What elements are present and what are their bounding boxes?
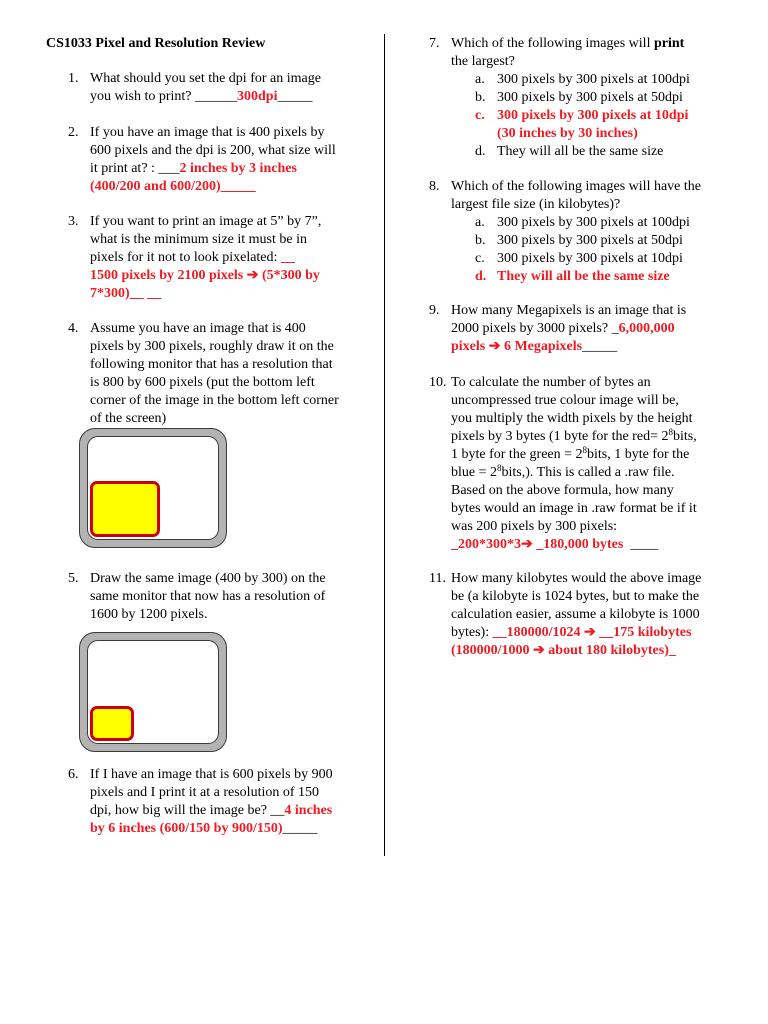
question-text: corner of the image in the bottom left corner xyxy=(90,393,339,408)
page-title: CS1033 Pixel and Resolution Review xyxy=(46,36,266,51)
answer-text: __180000/1024 ➔ __175 kilobytes xyxy=(492,625,692,640)
question-text: 1 byte for the green = $2^8bits$, 1 byte for the xyxy=(451,445,690,462)
question-text: calculation easier, assume a kilobyte is 1000 xyxy=(451,607,700,622)
question-text: following monitor that has a resolution that xyxy=(90,357,333,372)
question-text: pixels and I print it at a resolution of 150 xyxy=(90,785,320,800)
question-text: be (a kilobyte is 1024 bytes, but to make the xyxy=(451,589,700,604)
question-text: 1600 by 1200 pixels. xyxy=(90,607,208,622)
answer-text: 4 inches xyxy=(284,803,333,818)
question-number: 8. xyxy=(429,179,440,194)
answer-text: pixels ➔ 6 Megapixels xyxy=(451,339,583,354)
question-2 xyxy=(68,124,368,196)
monitor-screen xyxy=(87,640,219,744)
question-8 xyxy=(429,178,729,286)
question-text: How many kilobytes would the above image xyxy=(451,571,702,586)
option-b: b. 300 pixels by 300 pixels at 50dpi xyxy=(475,233,683,248)
question-number: 4. xyxy=(68,321,79,336)
question-text: If you want to print an image at 5” by 7”, xyxy=(90,214,322,229)
answer-blank: _____ xyxy=(582,339,618,354)
option-d: d. They will all be the same size xyxy=(475,144,664,159)
question-number: 3. xyxy=(68,214,79,229)
option-d-correct: d. They will all be the same size xyxy=(475,269,670,284)
answer-text: (180000/1000 ➔ about 180 kilobytes)_ xyxy=(451,643,676,658)
question-text: you multiply the width pixels by the height xyxy=(451,411,693,426)
question-text: dpi, how big will the image be? __ xyxy=(90,803,285,818)
question-number: 6. xyxy=(68,767,79,782)
answer-text: 2 inches by 3 inches xyxy=(179,161,297,176)
question-text: of the screen) xyxy=(90,411,167,426)
answer-text: 300dpi xyxy=(237,89,278,104)
question-6 xyxy=(68,766,368,838)
answer-blank: _____ xyxy=(282,821,318,836)
question-text: you wish to print? ______ xyxy=(90,89,237,104)
question-number: 2. xyxy=(68,125,79,140)
answer-text: by 6 inches (600/150 by 900/150) xyxy=(90,821,283,836)
question-text: bytes would an image in .raw format be if it xyxy=(451,501,697,516)
answer-text: 7*300)__ __ xyxy=(90,286,162,301)
question-number: 5. xyxy=(68,571,79,586)
question-10 xyxy=(429,374,739,554)
question-text: Which of the following images will have the xyxy=(451,179,701,194)
question-text: largest file size (in kilobytes)? xyxy=(451,197,621,212)
question-text: To calculate the number of bytes an xyxy=(451,375,651,390)
question-text: same monitor that now has a resolution of xyxy=(90,589,326,604)
question-text: bytes): xyxy=(451,625,493,640)
question-number: 7. xyxy=(429,36,440,51)
question-text: How many Megapixels is an image that is xyxy=(451,303,687,318)
monitor-drawing-800x600 xyxy=(79,428,227,548)
monitor-screen xyxy=(87,436,219,540)
question-text: 600 pixels and the dpi is 200, what size will xyxy=(90,143,336,158)
monitor-drawing-1600x1200 xyxy=(79,632,227,752)
answer-text: 6,000,000 xyxy=(618,321,675,336)
question-text: uncompressed true colour image will be, xyxy=(451,393,679,408)
option-a: a. 300 pixels by 300 pixels at 100dpi xyxy=(475,72,690,87)
question-text: What should you set the dpi for an image xyxy=(90,71,321,86)
option-c-note: (30 inches by 30 inches) xyxy=(497,126,638,141)
answer-blank: ____ xyxy=(623,537,659,552)
question-text: pixels for it not to look pixelated: xyxy=(90,250,281,265)
question-text: If I have an image that is 600 pixels by 900 xyxy=(90,767,333,782)
question-text: blue = $2^8bits$,). This is called a .raw file. xyxy=(451,463,675,480)
answer-blank: _____ xyxy=(277,89,313,104)
answer-text: 1500 pixels by 2100 pixels ➔ (5*300 by xyxy=(90,268,320,283)
question-number: 1. xyxy=(68,71,79,86)
question-9 xyxy=(429,302,729,356)
answer-blank: __ xyxy=(280,250,295,265)
question-11 xyxy=(429,570,739,660)
question-text: Which of the following images will xyxy=(451,36,654,51)
answer-text: _200*300*3➔ _180,000 bytes xyxy=(451,537,624,552)
question-text: Draw the same image (400 by 300) on the xyxy=(90,571,326,586)
question-7 xyxy=(429,35,729,161)
option-c: c. 300 pixels by 300 pixels at 10dpi xyxy=(475,251,683,266)
question-text: pixels by 300 pixels, roughly draw it on the xyxy=(90,339,334,354)
question-5 xyxy=(68,570,368,624)
question-text: the largest? xyxy=(451,54,515,69)
question-1 xyxy=(68,70,368,106)
question-number: 11. xyxy=(429,571,446,586)
answer-text: (400/200 and 600/200)_____ xyxy=(90,179,256,194)
question-text: what is the minimum size it must be in xyxy=(90,232,307,247)
option-c-correct: c. 300 pixels by 300 pixels at 10dpi xyxy=(475,108,689,123)
column-divider xyxy=(384,34,385,856)
question-3 xyxy=(68,213,368,303)
question-text: is 800 by 600 pixels (put the bottom left xyxy=(90,375,315,390)
image-rectangle xyxy=(90,706,134,741)
question-text: pixels by 3 bytes (1 byte for the $red= 2^8bits$, xyxy=(451,427,697,444)
question-4 xyxy=(68,320,368,428)
question-number: 9. xyxy=(429,303,440,318)
image-rectangle xyxy=(90,481,160,537)
option-a: a. 300 pixels by 300 pixels at 100dpi xyxy=(475,215,690,230)
question-number: 10. xyxy=(429,375,447,390)
question-text: Assume you have an image that is 400 xyxy=(90,321,306,336)
question-text: was 200 pixels by 300 pixels: xyxy=(451,519,618,534)
question-text: it print at? : ___ xyxy=(90,161,180,176)
option-b: b. 300 pixels by 300 pixels at 50dpi xyxy=(475,90,683,105)
question-text: Based on the above formula, how many xyxy=(451,483,674,498)
question-text: 2000 pixels by 3000 pixels? _ xyxy=(451,321,619,336)
question-text: If you have an image that is 400 pixels by xyxy=(90,125,325,140)
emphasis-text: print xyxy=(653,36,685,51)
